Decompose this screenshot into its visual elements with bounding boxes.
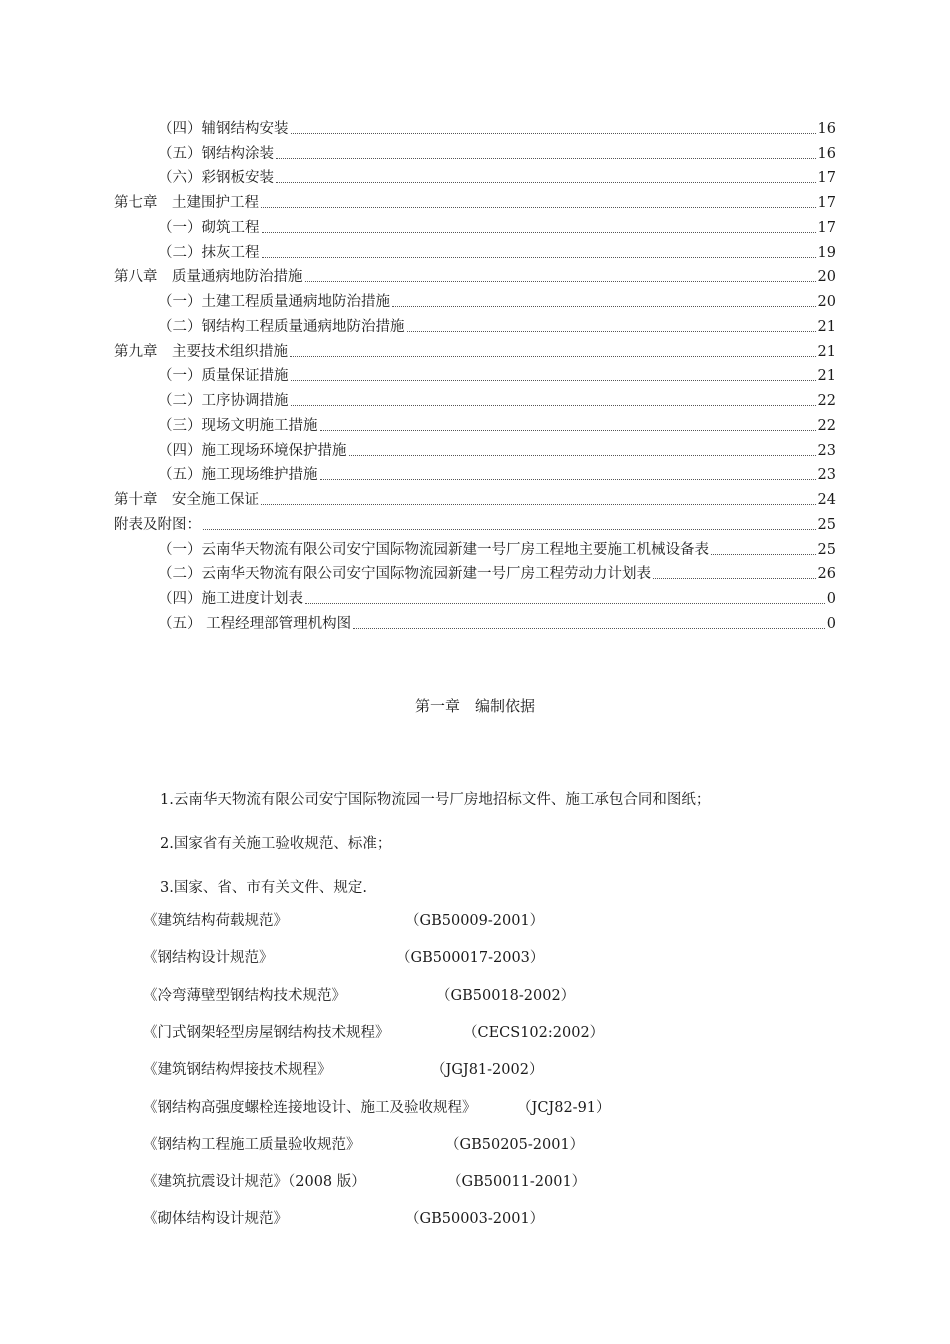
standard-code: （JGJ81-2002） [431, 1062, 544, 1079]
toc-entry[interactable] [114, 287, 836, 312]
toc-entry-page: 22 [817, 393, 836, 409]
toc-entry-label: （五） 工程经理部管理机构图 [158, 615, 352, 632]
toc-entry-page: 24 [817, 492, 836, 508]
toc-entry-page: 26 [817, 566, 836, 583]
standard-code: （CECS102:2002） [463, 1024, 605, 1041]
standard-item [143, 1133, 743, 1155]
toc-entry[interactable] [114, 188, 836, 213]
toc-entry[interactable] [114, 362, 836, 387]
toc-entry[interactable] [114, 337, 836, 362]
toc-entry-page: 21 [817, 318, 836, 335]
standard-item [143, 1170, 743, 1192]
toc-entry-label: （一）土建工程质量通病地防治措施 [158, 294, 390, 310]
standard-code: （GB50018-2002） [436, 987, 576, 1004]
toc-leader-dots [291, 380, 816, 381]
chapter-title: 第一章 编制依据 [414, 697, 535, 715]
standard-item [143, 946, 743, 968]
toc-entry-page: 25 [817, 541, 836, 558]
toc-leader-dots [305, 603, 825, 604]
toc-entry-page: 19 [817, 244, 836, 261]
toc-entry-label: （一）砌筑工程 [158, 219, 260, 236]
toc-entry[interactable] [114, 436, 836, 461]
toc-entry-page: 21 [817, 343, 836, 360]
standard-code: （GB500017-2003） [396, 950, 545, 967]
toc-entry-page: 23 [817, 442, 836, 459]
toc-entry[interactable] [114, 609, 836, 634]
toc-entry-page: 17 [817, 170, 836, 187]
toc-entry-label: （四）施工现场环境保护措施 [158, 442, 347, 459]
toc-leader-dots [653, 578, 816, 579]
toc-entry-label: （四）辅钢结构安装 [158, 120, 289, 137]
toc-entry[interactable] [114, 584, 836, 609]
toc-leader-dots [320, 479, 816, 480]
toc-leader-dots [291, 133, 816, 134]
toc-entry[interactable] [114, 386, 836, 411]
toc-entry-page: 16 [817, 120, 836, 137]
toc-entry-label: （二）工序协调措施 [158, 393, 289, 409]
basis-paragraph: 1.云南华天物流有限公司安宁国际物流园一号厂房地招标文件、施工承包合同和图纸； [160, 792, 711, 808]
basis-paragraph: 2.国家省有关施工验收规范、标准； [160, 836, 392, 852]
basis-paragraph: 3.国家、省、市有关文件、规定. [160, 880, 367, 896]
toc-entry-page: 20 [817, 269, 836, 286]
toc-leader-dots [353, 628, 825, 629]
standard-item [143, 984, 743, 1006]
toc-entry[interactable] [114, 312, 836, 337]
standard-item [143, 1021, 743, 1043]
toc-entry-page: 16 [817, 145, 836, 162]
toc-entry[interactable] [114, 213, 836, 238]
standard-name: 《钢结构设计规范》 [143, 950, 274, 967]
standard-name: 《钢结构高强度螺栓连接地设计、施工及验收规程》 [143, 1099, 477, 1116]
toc-leader-dots [349, 455, 816, 456]
standard-item [143, 1096, 743, 1118]
standard-name: 《建筑结构荷载规范》 [143, 913, 288, 929]
toc-entry[interactable] [114, 263, 836, 288]
toc-entry-label: 第八章 质量通病地防治措施 [114, 269, 303, 286]
toc-entry-label: 附表及附图： [114, 516, 201, 533]
toc-entry[interactable] [114, 238, 836, 263]
toc-entry[interactable] [114, 164, 836, 189]
toc-leader-dots [320, 430, 816, 431]
toc-leader-dots [291, 405, 816, 406]
standard-code: （GB50205-2001） [445, 1136, 585, 1153]
toc-entry-page: 22 [817, 417, 836, 434]
standard-name: 《建筑抗震设计规范》（2008 版） [143, 1174, 366, 1191]
toc-entry-label: 第九章 主要技术组织措施 [114, 343, 288, 360]
toc-entry-label: （二）钢结构工程质量通病地防治措施 [158, 318, 405, 335]
toc-entry-label: （三）现场文明施工措施 [158, 417, 318, 434]
toc-entry[interactable] [114, 510, 836, 535]
toc-leader-dots [290, 356, 816, 357]
standard-name: 《门式钢架轻型房屋钢结构技术规程》 [143, 1024, 390, 1041]
toc-entry-label: （二）抹灰工程 [158, 244, 260, 261]
toc-entry-label: （五）钢结构涂装 [158, 145, 274, 162]
toc-entry-label: （六）彩钢板安装 [158, 170, 274, 187]
toc-leader-dots [262, 232, 816, 233]
standard-item [143, 909, 743, 931]
toc-entry-page: 0 [826, 591, 836, 607]
toc-leader-dots [203, 529, 816, 530]
standard-name: 《冷弯薄壁型钢结构技术规范》 [143, 987, 346, 1004]
table-of-contents [114, 114, 836, 634]
toc-entry-label: （四）施工进度计划表 [158, 591, 303, 607]
toc-leader-dots [262, 257, 816, 258]
toc-entry[interactable] [114, 114, 836, 139]
toc-entry-page: 0 [826, 615, 836, 632]
toc-entry-label: 第七章 土建围护工程 [114, 195, 259, 211]
standard-name: 《建筑钢结构焊接技术规程》 [143, 1062, 332, 1079]
toc-entry-label: （一）质量保证措施 [158, 368, 289, 385]
toc-leader-dots [305, 281, 816, 282]
standard-name: 《砌体结构设计规范》 [143, 1211, 288, 1228]
toc-entry[interactable] [114, 461, 836, 486]
standard-code: （GB50011-2001） [447, 1174, 587, 1191]
toc-entry[interactable] [114, 560, 836, 585]
standard-code: （GB50009-2001） [405, 913, 545, 929]
standard-name: 《钢结构工程施工质量验收规范》 [143, 1136, 361, 1153]
toc-leader-dots [261, 207, 816, 208]
toc-entry[interactable] [114, 535, 836, 560]
toc-entry[interactable] [114, 411, 836, 436]
toc-entry-label: （一）云南华天物流有限公司安宁国际物流园新建一号厂房工程地主要施工机械设备表 [158, 541, 709, 558]
toc-leader-dots [407, 331, 816, 332]
toc-entry-page: 17 [817, 195, 836, 211]
standard-code: （JCJ82-91） [517, 1099, 611, 1116]
toc-entry-page: 23 [817, 467, 836, 484]
toc-entry-page: 20 [817, 294, 836, 310]
toc-entry-page: 17 [817, 219, 836, 236]
toc-entry-label: （二）云南华天物流有限公司安宁国际物流园新建一号厂房工程劳动力计划表 [158, 566, 651, 583]
toc-entry[interactable] [114, 485, 836, 510]
standard-item [143, 1058, 743, 1080]
toc-leader-dots [711, 554, 816, 555]
toc-leader-dots [261, 504, 816, 505]
toc-leader-dots [276, 182, 816, 183]
toc-entry-label: 第十章 安全施工保证 [114, 492, 259, 508]
toc-leader-dots [276, 158, 816, 159]
toc-entry-page: 21 [817, 368, 836, 385]
standard-item [143, 1207, 743, 1229]
standard-code: （GB50003-2001） [405, 1211, 545, 1228]
toc-leader-dots [392, 306, 816, 307]
toc-entry-label: （五）施工现场维护措施 [158, 467, 318, 484]
toc-entry[interactable] [114, 139, 836, 164]
toc-entry-page: 25 [817, 516, 836, 533]
